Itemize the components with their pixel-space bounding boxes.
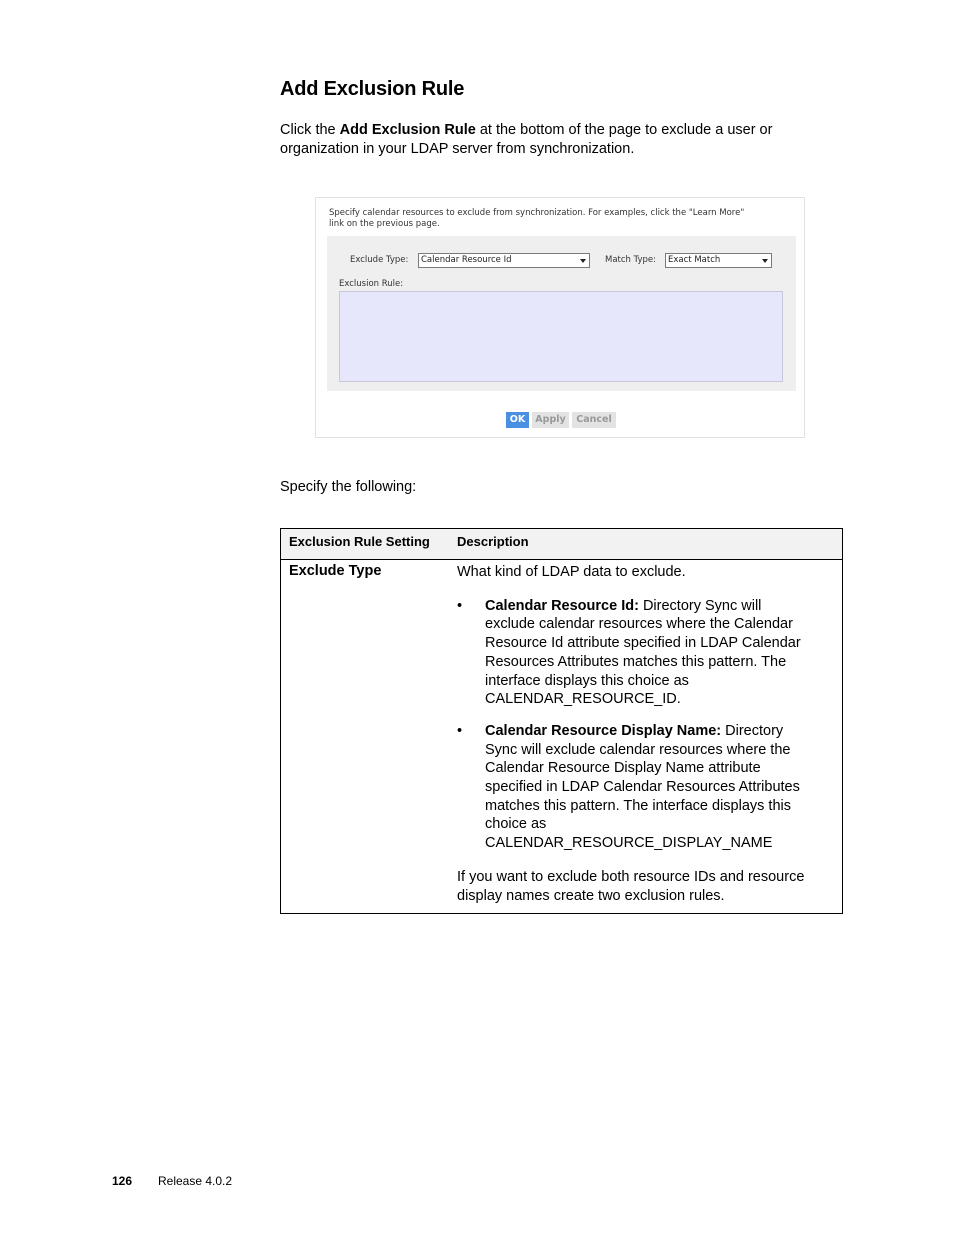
intro-text-pre: Click the: [280, 122, 340, 138]
bullet-title: Calendar Resource Display Name:: [485, 722, 722, 739]
list-item: [457, 597, 835, 709]
intro-paragraph: [280, 121, 840, 159]
bullet-text: exclude calendar resources where the Calendar: [485, 616, 793, 633]
dialog-instruction-line-1: Specify calendar resources to exclude from synchronization. For examples, click the "Learn More": [329, 208, 745, 218]
list-item: [457, 722, 835, 853]
bullet-text: Resources Attributes matches this pattern. The: [485, 653, 787, 670]
settings-table: [280, 528, 843, 914]
bullet-text: interface displays this choice as: [485, 672, 689, 689]
chevron-down-icon: [580, 259, 586, 263]
section-heading: Add Exclusion Rule: [280, 78, 465, 100]
setting-description: [457, 563, 835, 905]
table-header-description: Description: [457, 534, 529, 549]
bullet-text: CALENDAR_RESOURCE_ID.: [485, 691, 681, 708]
bullet-text: Directory Sync will: [638, 597, 762, 614]
exclude-type-select[interactable]: [418, 253, 590, 268]
match-type-select[interactable]: [665, 253, 772, 268]
description-closing-line-1: If you want to exclude both resource IDs and resource: [457, 868, 805, 885]
table-header-setting: Exclusion Rule Setting: [289, 534, 430, 549]
release-label: Release 4.0.2: [158, 1174, 233, 1188]
bullet-icon: •: [457, 597, 463, 614]
bullet-text: Directory: [721, 722, 784, 739]
bullet-text: matches this pattern. The interface displays this: [485, 797, 791, 814]
bullet-text: Calendar Resource Display Name attribute: [485, 760, 761, 777]
exclusion-rule-textarea[interactable]: [339, 291, 783, 382]
description-closing-line-2: display names create two exclusion rules.: [457, 887, 725, 904]
setting-name: Exclude Type: [289, 563, 382, 579]
ok-button[interactable]: OK: [506, 412, 529, 428]
description-intro: What kind of LDAP data to exclude.: [457, 564, 686, 580]
match-type-value: Exact Match: [668, 255, 721, 265]
dialog-form-panel: [327, 236, 796, 391]
specify-text: Specify the following:: [280, 479, 417, 495]
match-type-label: Match Type:: [605, 255, 657, 265]
bullet-text: Sync will exclude calendar resources where the: [485, 741, 791, 758]
bullet-title: Calendar Resource Id:: [485, 597, 639, 614]
exclude-type-value: Calendar Resource Id: [421, 255, 512, 265]
intro-text-post: at the bottom of the page to exclude a user or organization in your LDAP server from synchronization.: [280, 122, 773, 157]
bullet-text: specified in LDAP Calendar Resources Attributes: [485, 779, 800, 796]
chevron-down-icon: [762, 259, 768, 263]
dialog-instruction: [329, 208, 799, 230]
bullet-text: choice as: [485, 816, 547, 833]
exclude-type-label: Exclude Type:: [350, 255, 409, 265]
bullet-icon: •: [457, 722, 463, 739]
exclusion-rule-dialog-screenshot: [315, 197, 805, 438]
apply-button[interactable]: Apply: [532, 412, 569, 428]
bullet-text: Resource Id attribute specified in LDAP Calendar: [485, 635, 801, 652]
dialog-instruction-line-2: link on the previous page.: [329, 219, 440, 229]
cancel-button[interactable]: Cancel: [572, 412, 616, 428]
intro-text-bold: Add Exclusion Rule: [339, 122, 476, 138]
bullet-text: CALENDAR_RESOURCE_DISPLAY_NAME: [485, 835, 773, 852]
exclusion-rule-label: Exclusion Rule:: [339, 279, 404, 289]
page-number: 126: [112, 1174, 133, 1188]
table-header-row: [281, 529, 842, 560]
